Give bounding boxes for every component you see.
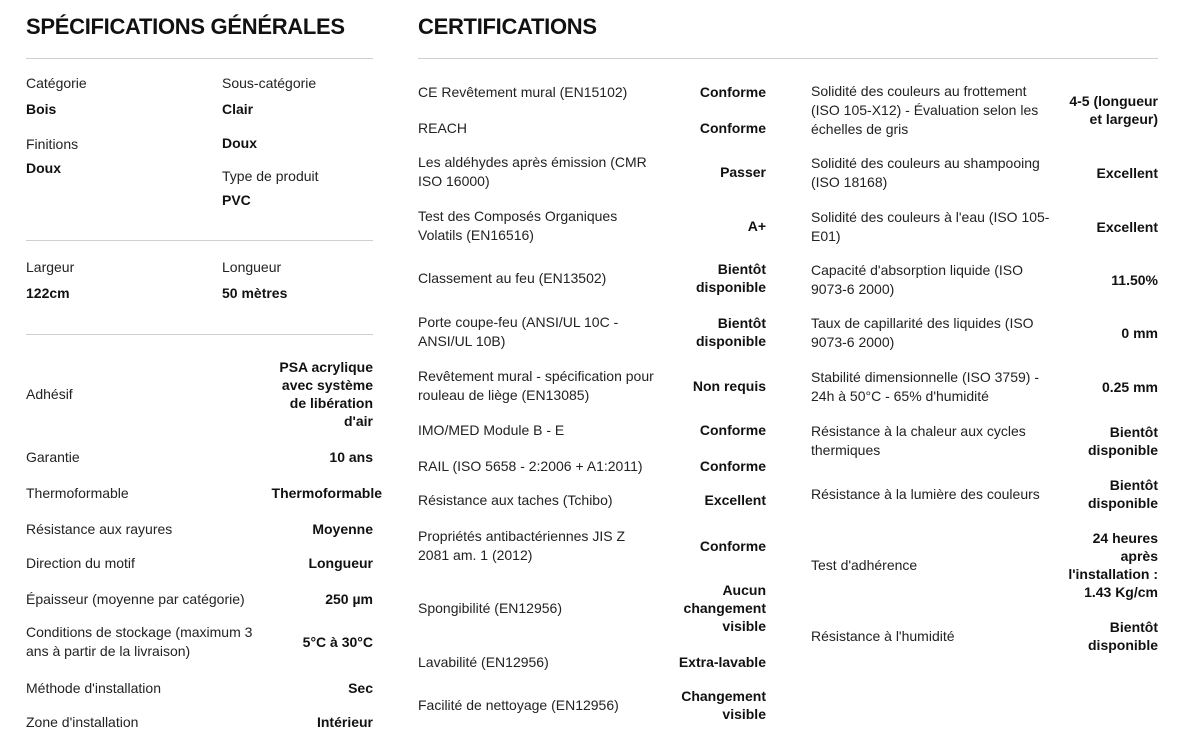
cert-value: Changement visible [681,688,766,722]
divider [26,58,373,59]
cert-row [418,526,766,566]
cert-value: Conforme [699,84,766,100]
cert-label: Test des Composés Organiques Volatils (EN16516) [418,208,618,243]
spec-row [26,482,382,504]
divider [418,58,1158,59]
finitions-value: Doux [26,160,61,176]
sous-categorie-value: Clair [222,101,254,117]
cert-row [811,82,1158,138]
cert-row [811,422,1158,460]
spec-value: Moyenne [312,521,373,537]
cert-label: Résistance à la chaleur aux cycles thermiques [811,423,1026,458]
spec-label: Conditions de stockage (maximum 3 ans à partir de la livraison) [26,624,253,659]
sous-categorie-label: Sous-catégorie [222,75,317,91]
categorie-label: Catégorie [26,75,87,91]
spec-label: Thermoformable [26,484,129,501]
cert-label: Résistance aux taches (Tchibo) [418,491,613,508]
categorie-value: Bois [26,101,57,117]
cert-value: Non requis [692,378,766,394]
longueur-label: Longueur [222,259,282,275]
finitions-label: Finitions [26,136,79,152]
cert-label: Les aldéhydes après émission (CMR ISO 16000) [418,154,647,189]
cert-value: Extra-lavable [678,654,766,670]
spec-label: Résistance aux rayures [26,520,173,537]
cert-value: 24 heures après l'installation : 1.43 Kg/cm [1068,530,1158,600]
spec-label: Direction du motif [26,554,135,571]
cert-value: A+ [747,218,766,234]
cert-row [418,419,766,441]
cert-row [811,207,1158,247]
cert-value: 0.25 mm [1101,379,1158,395]
cert-row [811,313,1158,353]
spec-value: Longueur [308,555,373,571]
cert-row [418,489,766,511]
largeur-value: 122cm [26,285,70,301]
spec-label: Épaisseur (moyenne par catégorie) [26,590,245,607]
longueur-value: 50 mètres [222,285,288,301]
cert-row [811,154,1158,192]
cert-label: Spongibilité (EN12956) [418,599,562,616]
certifications-title: CERTIFICATIONS [418,14,597,39]
cert-label: CE Revêtement mural (EN15102) [418,83,628,100]
cert-row [418,152,766,192]
spec-label: Garantie [26,448,80,465]
cert-label: RAIL (ISO 5658 - 2:2006 + A1:2011) [418,457,643,474]
cert-label: Stabilité dimensionnelle (ISO 3759) - 24h à 50°C - 65% d'humidité [811,369,1040,404]
doux-value: Doux [222,135,257,151]
cert-row [811,475,1158,513]
spec-row [26,677,373,699]
cert-value: Bientôt disponible [696,261,766,295]
cert-value: Excellent [1096,219,1158,235]
spec-value: 10 ans [329,449,373,465]
spec-value: PSA acrylique avec système de libération d'air [279,359,373,429]
cert-label: Résistance à la lumière des couleurs [811,485,1040,502]
spec-value: 5°C à 30°C [302,634,373,650]
cert-value: Conforme [699,422,766,438]
cert-row [418,206,766,246]
cert-value: 4-5 (longueur et largeur) [1069,93,1158,127]
cert-value: Aucun changement visible [683,582,766,634]
cert-row [418,313,766,351]
cert-label: Solidité des couleurs à l'eau (ISO 105-E01) [811,209,1050,244]
cert-value: Bientôt disponible [1088,619,1158,653]
spec-label: Adhésif [26,385,73,402]
cert-value: 0 mm [1121,325,1158,341]
type-produit-value: PVC [222,192,251,208]
cert-row [418,81,766,103]
spec-row [26,711,373,733]
general-specs-title: SPÉCIFICATIONS GÉNÉRALES [26,14,345,39]
cert-row [418,455,766,477]
cert-row [811,260,1158,300]
spec-row [26,358,373,430]
spec-row [26,518,373,540]
cert-value: Bientôt disponible [696,315,766,349]
cert-value: 11.50% [1111,272,1158,288]
cert-value: Conforme [699,120,766,136]
cert-row [811,529,1158,601]
spec-value: 250 µm [325,591,373,607]
spec-value: Thermoformable [271,485,382,501]
cert-value: Conforme [699,458,766,474]
cert-value: Excellent [1096,165,1158,181]
cert-row [418,259,766,297]
divider [26,334,373,335]
type-produit-label: Type de produit [222,168,319,184]
cert-label: Facilité de nettoyage (EN12956) [418,696,619,713]
cert-value: Conforme [699,538,766,554]
spec-row [26,552,373,574]
cert-label: Solidité des couleurs au shampooing (ISO 18168) [811,155,1040,190]
cert-value: Passer [720,164,766,180]
cert-label: Porte coupe-feu (ANSI/UL 10C - ANSI/UL 10B) [418,314,619,349]
cert-value: Bientôt disponible [1088,477,1158,511]
divider [26,240,373,241]
cert-row [418,686,766,724]
spec-value: Sec [348,680,373,696]
cert-label: Capacité d'absorption liquide (ISO 9073-6 2000) [811,262,1024,297]
cert-label: IMO/MED Module B - E [418,421,565,438]
cert-label: Lavabilité (EN12956) [418,653,549,670]
cert-label: Taux de capillarité des liquides (ISO 9073-6 2000) [811,315,1034,350]
spec-row [26,446,373,468]
cert-row [811,367,1158,407]
spec-label: Zone d'installation [26,713,139,730]
spec-row [26,588,373,610]
spec-row [26,622,373,662]
cert-row [418,366,766,406]
spec-value: Intérieur [316,714,373,730]
cert-label: REACH [418,119,468,136]
largeur-label: Largeur [26,259,75,275]
cert-label: Solidité des couleurs au frottement (ISO 105-X12) - Évaluation selon les échelles de gris [811,82,1039,137]
cert-label: Test d'adhérence [811,556,918,573]
cert-label: Propriétés antibactériennes JIS Z 2081 am. 1 (2012) [418,528,625,563]
cert-label: Classement au feu (EN13502) [418,269,607,286]
cert-label: Résistance à l'humidité [811,627,955,644]
cert-row [418,651,766,673]
cert-row [811,617,1158,655]
cert-value: Excellent [704,492,766,508]
cert-row [418,580,766,636]
cert-row [418,117,766,139]
spec-label: Méthode d'installation [26,679,161,696]
cert-value: Bientôt disponible [1088,424,1158,458]
cert-label: Revêtement mural - spécification pour rouleau de liège (EN13085) [418,368,654,403]
